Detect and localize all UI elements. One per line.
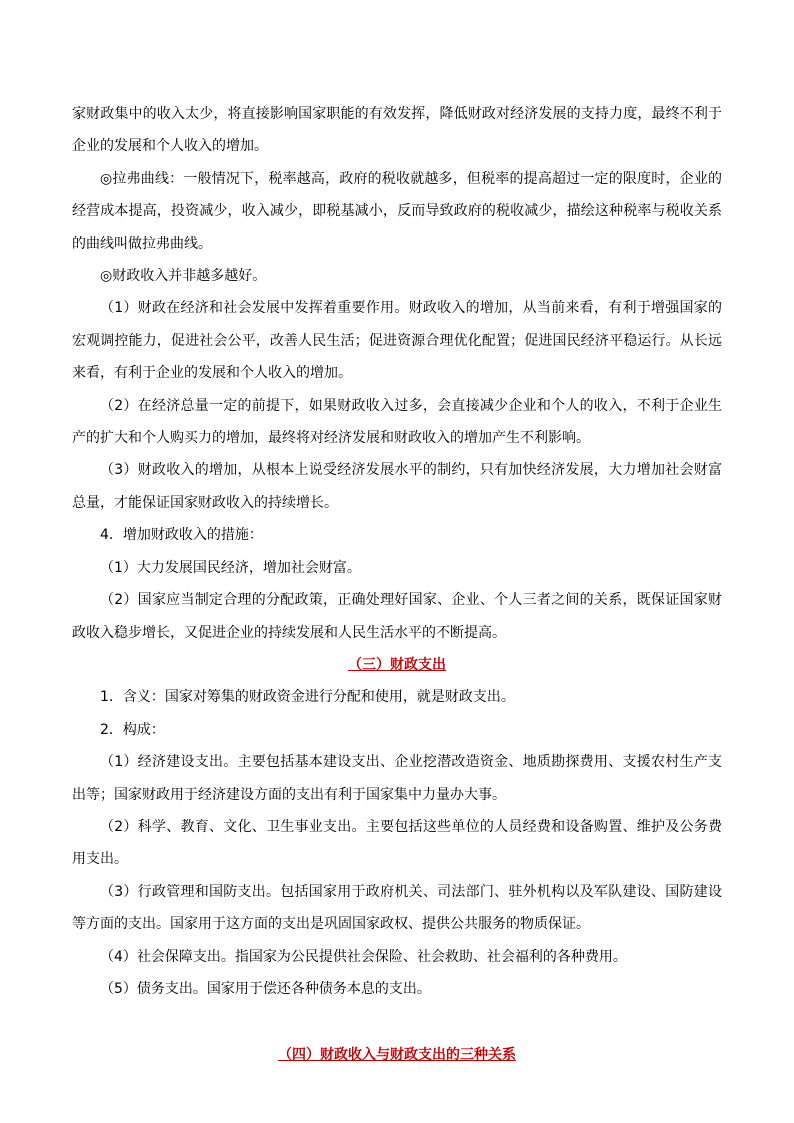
- section-heading-three-relations: （四）财政收入与财政支出的三种关系: [278, 1047, 516, 1064]
- section-heading-fiscal-expenditure: （三）财政支出: [348, 656, 446, 673]
- document-body: [72, 98, 722, 1072]
- paragraph-expenditure-4: （4）社会保障支出。指国家为公民提供社会保险、社会救助、社会福利的各种费用。: [100, 948, 627, 965]
- paragraph-expenditure-5: （5）债务支出。国家用于偿还各种债务本息的支出。: [100, 980, 431, 997]
- paragraph-laffer-curve: ◎拉弗曲线：一般情况下，税率越高，政府的税收就越多，但税率的提高超过一定的限度时，企业的经营成本提高，投资减少，收入减少，即税基减小，反而导致政府的税收减少，描绘这种税率与税收关系的曲线叫做拉弗曲线。: [72, 170, 722, 252]
- paragraph-expenditure-1: （1）经济建设支出。主要包括基本建设支出、企业挖潜改造资金、地质勘探费用、支援农村生产支出等；国家财政用于经济建设方面的支出有利于国家集中力量办大事。: [72, 754, 722, 803]
- paragraph-measure-1: （1）大力发展国民经济，增加社会财富。: [100, 559, 361, 576]
- paragraph-composition: 2．构成：: [100, 721, 165, 738]
- paragraph-measure-2: （2）国家应当制定合理的分配政策，正确处理好国家、企业、个人三者之间的关系，既保证国家财政收入稳步增长，又促进企业的持续发展和人民生活水平的不断提高。: [72, 592, 722, 641]
- paragraph-point-1: （1）财政在经济和社会发展中发挥着重要作用。财政收入的增加，从当前来看，有利于增强国家的宏观调控能力，促进社会公平，改善人民生活；促进资源合理优化配置；促进国民经济平稳运行。从长远来看，有利于企业的发展和个人收入的增加。: [72, 300, 722, 382]
- paragraph-measures-title: 4．增加财政收入的措施：: [100, 527, 263, 544]
- paragraph-definition: 1．含义：国家对筹集的财政资金进行分配和使用，就是财政支出。: [100, 689, 515, 706]
- paragraph-fiscal-income-too-small: 家财政集中的收入太少，将直接影响国家职能的有效发挥，降低财政对经济发展的支持力度，最终不利于企业的发展和个人收入的增加。: [72, 106, 722, 155]
- paragraph-not-more-the-better: ◎财政收入并非越多越好。: [100, 268, 267, 285]
- paragraph-point-3: （3）财政收入的增加，从根本上说受经济发展水平的制约，只有加快经济发展，大力增加社会财富总量，才能保证国家财政收入的持续增长。: [72, 462, 722, 511]
- paragraph-expenditure-3: （3）行政管理和国防支出。包括国家用于政府机关、司法部门、驻外机构以及军队建设、国防建设等方面的支出。国家用于这方面的支出是巩固国家政权、提供公共服务的物质保证。: [72, 883, 722, 933]
- paragraph-point-2: （2）在经济总量一定的前提下，如果财政收入过多，会直接减少企业和个人的收入，不利于企业生产的扩大和个人购买力的增加，最终将对经济发展和财政收入的增加产生不利影响。: [72, 397, 722, 447]
- paragraph-expenditure-2: （2）科学、教育、文化、卫生事业支出。主要包括这些单位的人员经费和设备购置、维护及公务费用支出。: [72, 818, 722, 868]
